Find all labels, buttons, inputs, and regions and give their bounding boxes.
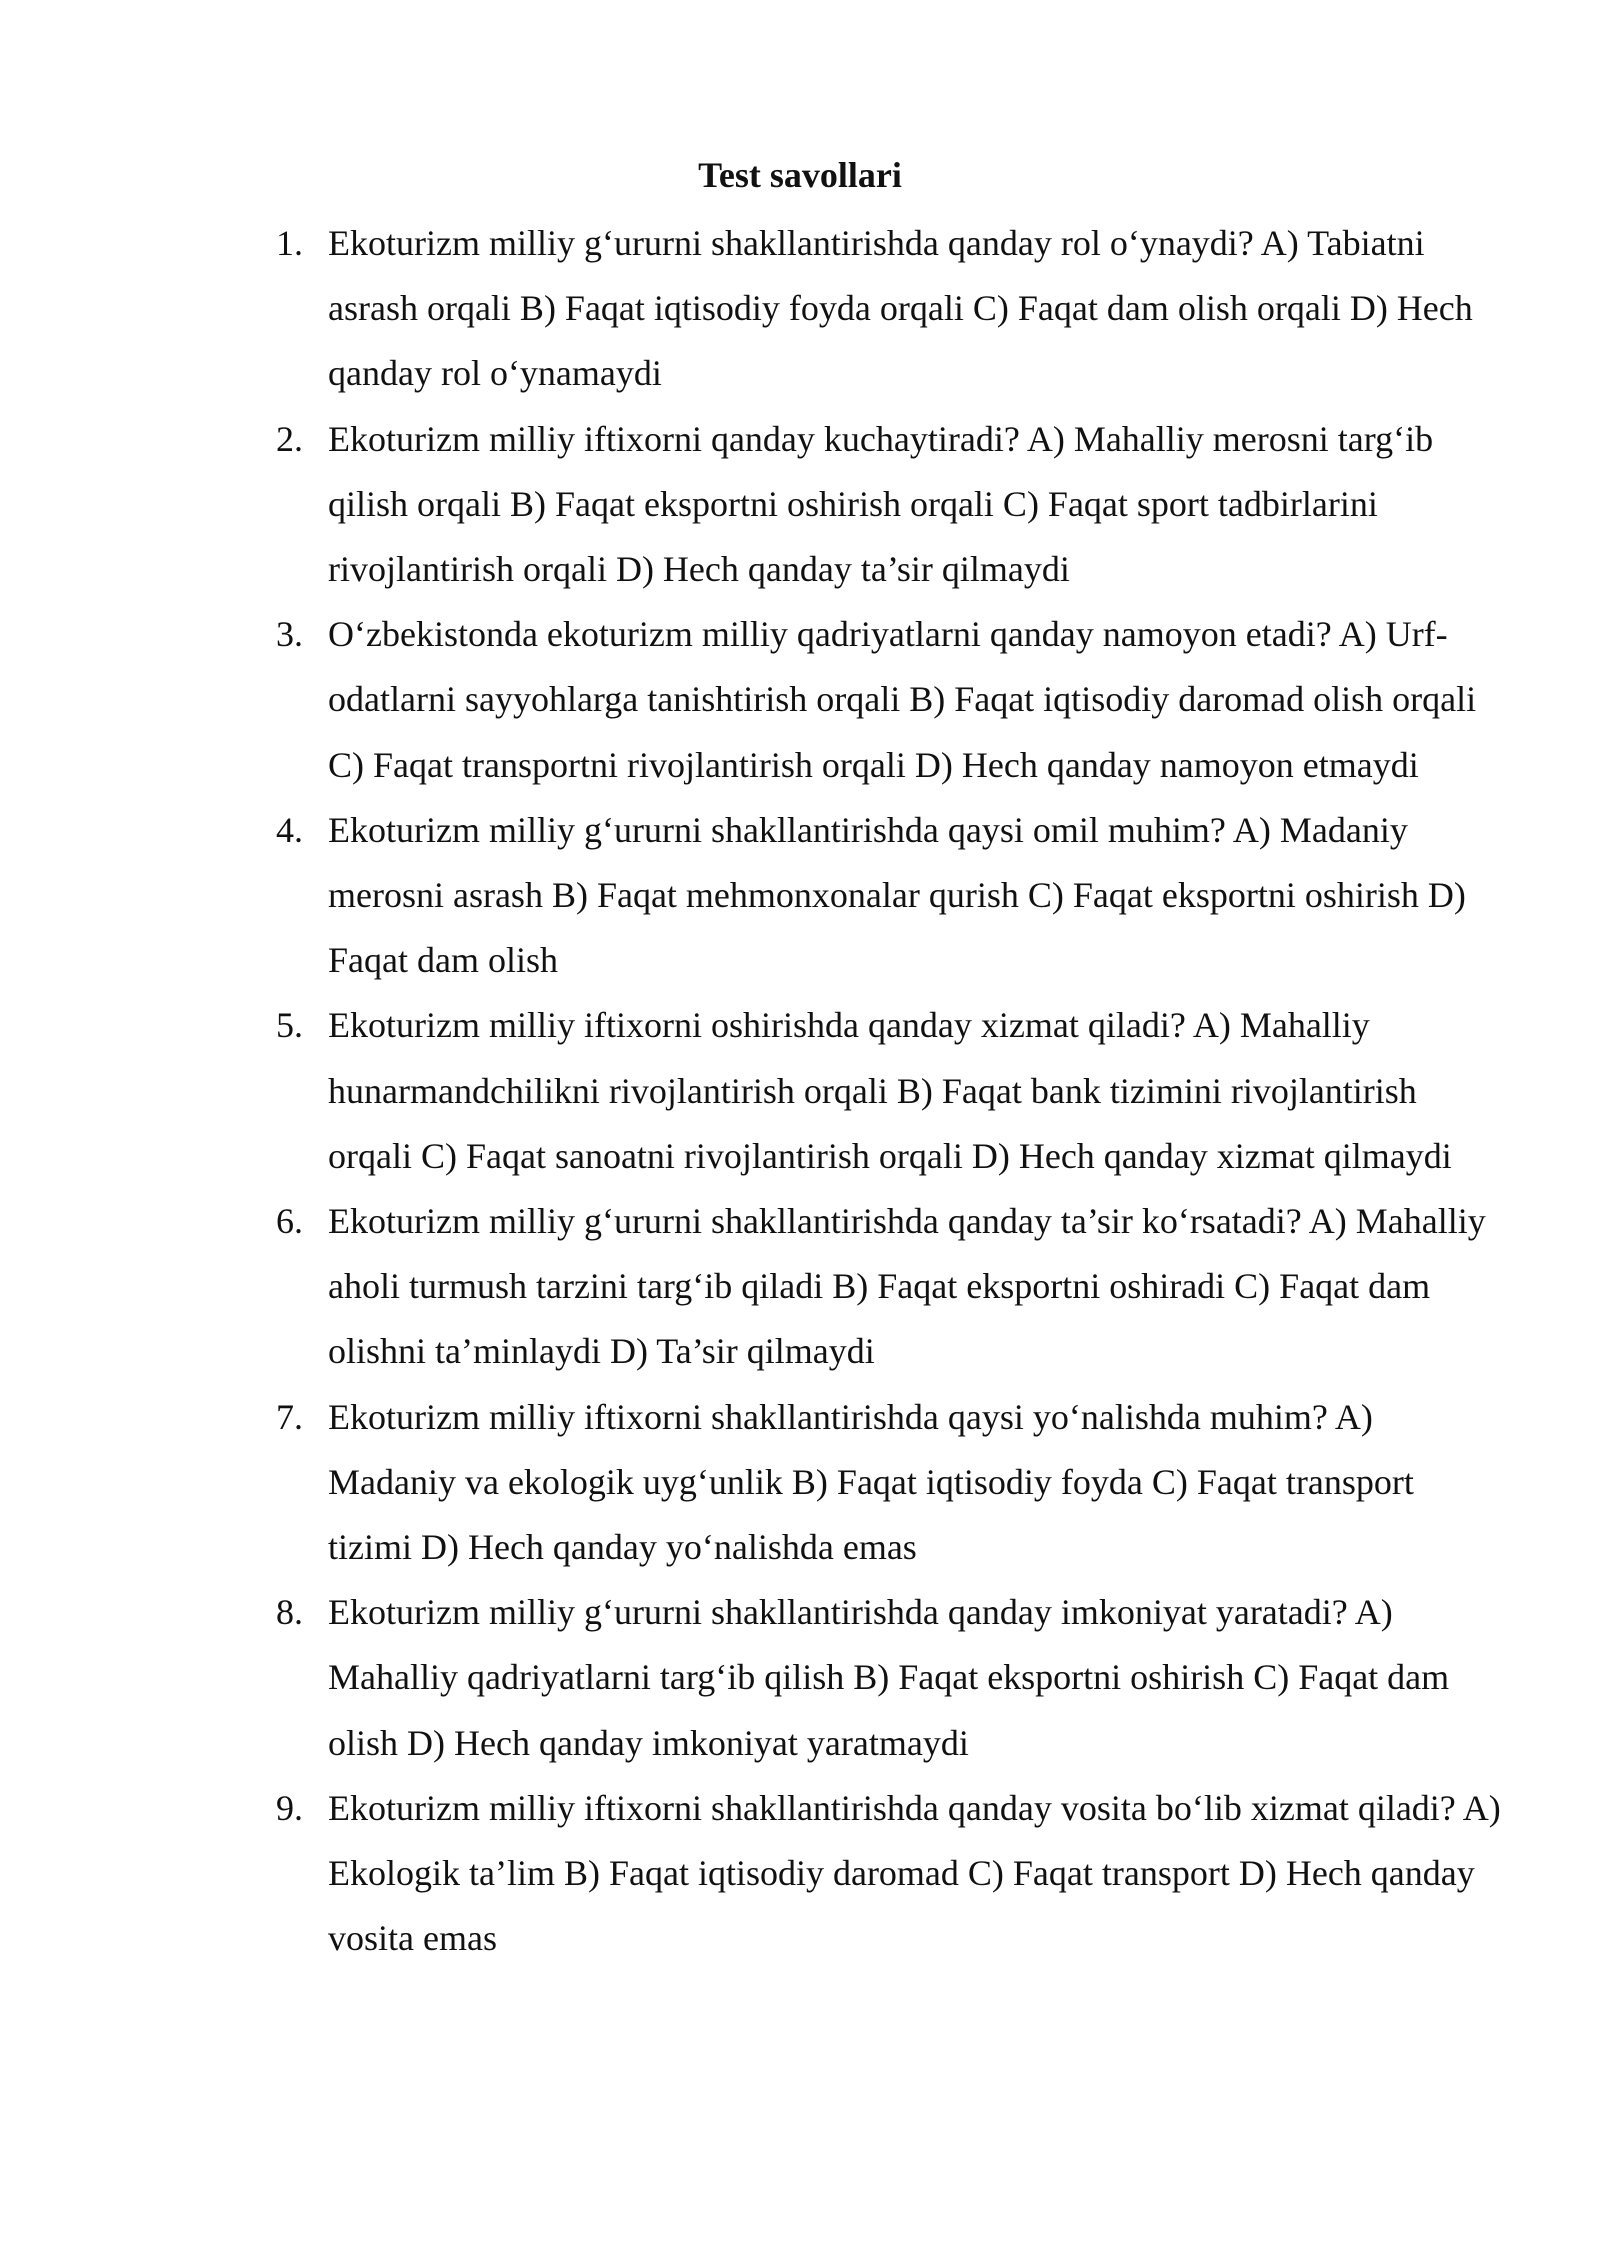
question-item bbox=[276, 1189, 1506, 1385]
question-number: 2. bbox=[276, 418, 303, 459]
question-item bbox=[276, 1776, 1506, 1972]
question-number: 7. bbox=[276, 1396, 303, 1437]
question-text: Ekoturizm milliy g‘ururni shakllantirishda qanday ta’sir ko‘rsatadi? A) Mahalliy aholi turmush tarzini targ‘ib qiladi B) Faqat eksportni oshiradi C) Faqat dam olishni ta’minlaydi D) Ta’sir qilmaydi bbox=[328, 1201, 1486, 1372]
question-text: Ekoturizm milliy g‘ururni shakllantirishda qanday rol o‘ynaydi? A) Tabiatni asrash orqali B) Faqat iqtisodiy foyda orqali C) Faqat dam olish orqali D) Hech qanday rol o‘ynamaydi bbox=[328, 223, 1473, 394]
question-number: 3. bbox=[276, 614, 303, 655]
question-item bbox=[276, 798, 1506, 994]
question-text: Ekoturizm milliy g‘ururni shakllantirishda qanday imkoniyat yaratadi? A) Mahalliy qadriyatlarni targ‘ib qilish B) Faqat eksportni oshirish C) Faqat dam olish D) Hech qanday imkoniyat yaratmaydi bbox=[328, 1592, 1450, 1763]
question-item bbox=[276, 211, 1506, 407]
question-number: 8. bbox=[276, 1592, 303, 1633]
question-number: 1. bbox=[276, 223, 303, 263]
question-number: 6. bbox=[276, 1201, 303, 1242]
question-item bbox=[276, 1580, 1506, 1776]
question-number: 5. bbox=[276, 1005, 303, 1046]
question-text: Ekoturizm milliy iftixorni shakllantirishda qaysi yo‘nalishda muhim? A) Madaniy va ekologik uyg‘unlik B) Faqat iqtisodiy foyda C) Faqat transport tizimi D) Hech qanday yo‘nalishda emas bbox=[328, 1396, 1414, 1568]
question-item bbox=[276, 1385, 1506, 1581]
page-title: Test savollari bbox=[698, 155, 902, 195]
question-list bbox=[276, 211, 1506, 1971]
question-text: Ekoturizm milliy iftixorni qanday kuchaytiradi? A) Mahalliy merosni targ‘ib qilish orqali B) Faqat eksportni oshirish orqali C) Faqat sport tadbirlarini rivojlantirish orqali D) Hech qanday ta’sir qilmaydi bbox=[328, 418, 1434, 590]
question-text: Ekoturizm milliy g‘ururni shakllantirishda qaysi omil muhim? A) Madaniy merosni asrash B) Faqat mehmonxonalar qurish C) Faqat eksportni oshirish D) Faqat dam olish bbox=[328, 809, 1466, 981]
question-item bbox=[276, 602, 1506, 798]
question-item bbox=[276, 407, 1506, 603]
question-text: Ekoturizm milliy iftixorni oshirishda qanday xizmat qiladi? A) Mahalliy hunarmandchilikni rivojlantirish orqali B) Faqat bank tizimini rivojlantirish orqali C) Faqat sanoatni rivojlantirish orqali D) Hech qanday xizmat qilmaydi bbox=[328, 1005, 1452, 1176]
question-number: 9. bbox=[276, 1787, 303, 1828]
question-text: O‘zbekistonda ekoturizm milliy qadriyatlarni qanday namoyon etadi? A) Urf-odatlarni sayyohlarga tanishtirish orqali B) Faqat iqtisodiy daromad olish orqali C) Faqat transportni rivojlantirish orqali D) Hech qanday namoyon etmaydi bbox=[328, 614, 1477, 785]
question-number: 4. bbox=[276, 809, 303, 850]
question-text: Ekoturizm milliy iftixorni shakllantirishda qanday vosita bo‘lib xizmat qiladi? A) Ekologik ta’lim B) Faqat iqtisodiy daromad C) Faqat transport D) Hech qanday vosita emas bbox=[328, 1787, 1501, 1959]
question-item bbox=[276, 993, 1506, 1189]
